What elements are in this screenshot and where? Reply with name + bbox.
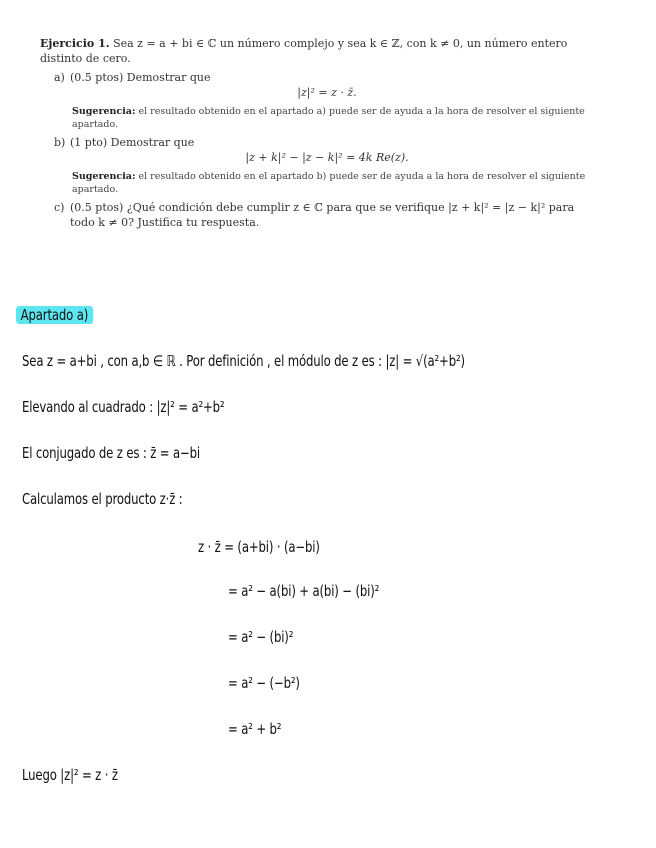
exercise-intro-text: Sea z = a + bi ∈ ℂ un número complejo y sea k ∈ ℤ, con k ≠ 0, un número entero distinto de cero. [40,37,568,65]
part-c [54,200,600,230]
part-b-equation: |z + k|² − |z − k|² = 4k Re(z). [245,151,409,164]
part-a-equation: |z|² = z · z̄. [297,86,357,99]
part-a [54,70,600,131]
part-c-text: (0.5 ptos) ¿Qué condición debe cumplir z ∈ ℂ para que se verifique |z + k|² = |z − k|² para todo k ≠ 0? Justifica tu respuesta. [70,201,575,229]
solution-line-product: Calculamos el producto z·z̄ : [22,490,183,508]
exercise-statement [40,36,600,230]
solution-line-square: Elevando al cuadrado : |z|² = a²+b² [22,398,225,416]
solution-heading-highlight: Apartado a) [16,306,93,324]
part-b-hint [72,170,600,196]
part-c-letter: c) [54,201,65,214]
part-a-letter: a) [54,71,65,84]
calc-step-3: = a² − (bi)² [228,628,294,646]
solution-conclusion: Luego |z|² = z · z̄ [22,766,118,784]
calc-step-5: = a² + b² [228,720,282,738]
part-a-hint [72,105,600,131]
part-b-letter: b) [54,136,66,149]
calc-step-1: z · z̄ = (a+bi) · (a−bi) [198,538,320,556]
part-a-hint-label: Sugerencia: [72,106,136,117]
part-a-text: (0.5 ptos) Demostrar que [70,71,211,84]
solution-line-conjugate: El conjugado de z es : z̄ = a−bi [22,444,201,462]
exercise-title: Ejercicio 1. [40,37,110,50]
part-a-hint-text: el resultado obtenido en el apartado a) puede ser de ayuda a la hora de resolver el siguiente apartado. [72,106,585,130]
calc-step-4: = a² − (−b²) [228,674,300,692]
solution-line-definition: Sea z = a+bi , con a,b ∈ ℝ . Por definición , el módulo de z es : |z| = √(a²+b²) [22,352,465,370]
part-b-hint-label: Sugerencia: [72,171,136,182]
part-b-hint-text: el resultado obtenido en el apartado b) puede ser de ayuda a la hora de resolver el siguiente apartado. [72,171,586,195]
part-b [54,135,600,196]
solution-heading [16,306,93,324]
part-b-text: (1 pto) Demostrar que [70,136,195,149]
calc-step-2: = a² − a(bi) + a(bi) − (bi)² [228,582,380,600]
exercise-intro [40,36,600,66]
